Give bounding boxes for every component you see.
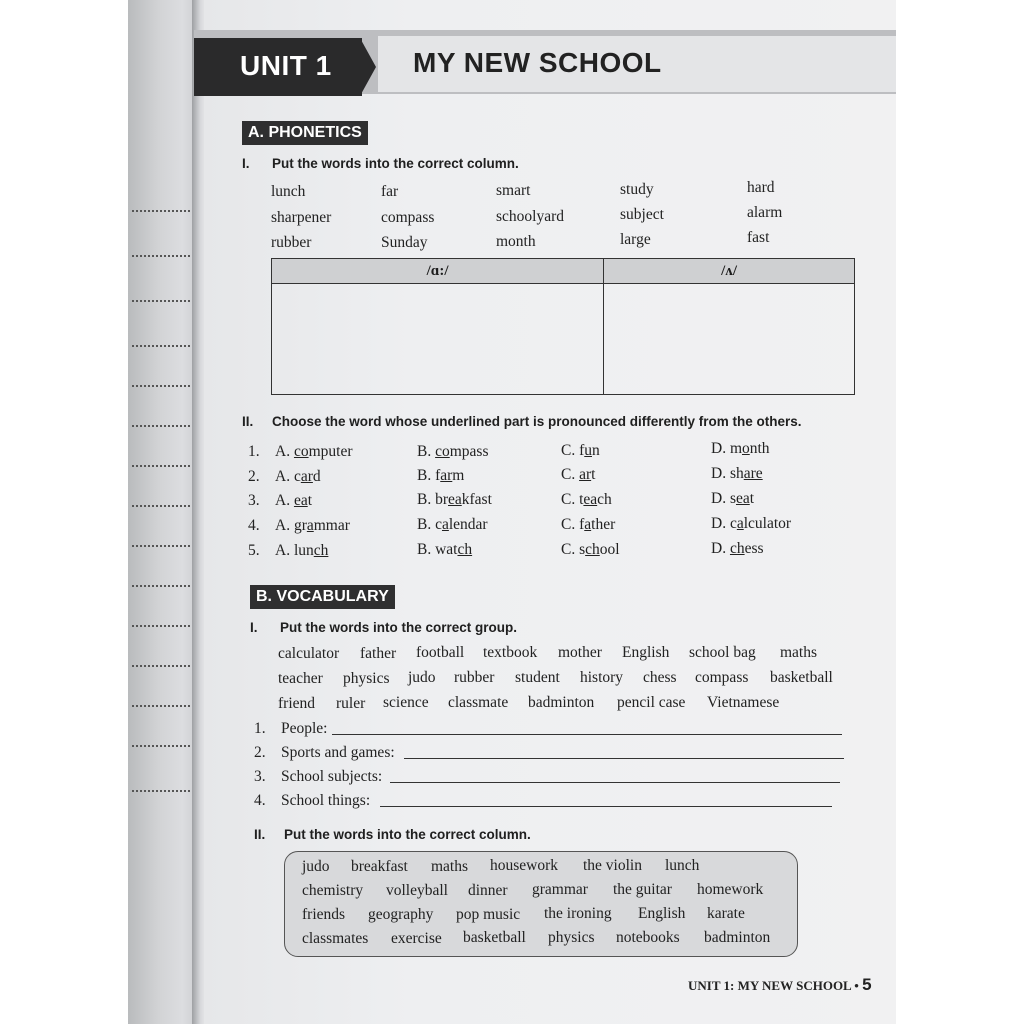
word: volleyball	[386, 882, 448, 899]
item-number: 4.	[248, 517, 260, 534]
word: English	[638, 905, 686, 922]
word: badminton	[704, 929, 771, 946]
word: football	[416, 644, 465, 661]
instruction-text: Put the words into the correct group.	[280, 620, 518, 635]
table-header-aa: /ɑ:/	[272, 259, 604, 284]
table-cell-aa[interactable]	[272, 284, 604, 395]
word: maths	[431, 858, 469, 875]
exercise-number: I.	[250, 620, 258, 635]
exercise-number: II.	[242, 414, 254, 429]
item-number: 5.	[248, 542, 260, 559]
background	[896, 0, 1024, 1024]
phonetics-table	[271, 258, 855, 395]
dotted-line	[132, 425, 190, 427]
exercise-instruction	[254, 827, 531, 842]
word: English	[622, 644, 670, 661]
option-a[interactable]: A. lunch	[275, 542, 329, 559]
table-header-uh: /ʌ/	[604, 259, 855, 284]
group-label-things: School things:	[281, 792, 371, 809]
word: physics	[548, 929, 595, 946]
option-a[interactable]: A. card	[275, 468, 321, 485]
exercise-number: II.	[254, 827, 266, 842]
option-d[interactable]: D. chess	[711, 540, 764, 557]
word: fast	[747, 229, 770, 246]
word: dinner	[468, 882, 508, 899]
option-b[interactable]: B. compass	[417, 443, 489, 460]
answer-line-things[interactable]	[380, 806, 832, 807]
exercise-instruction	[242, 414, 802, 429]
word: geography	[368, 906, 434, 923]
dotted-line	[132, 665, 190, 667]
word: karate	[707, 905, 745, 922]
word: large	[620, 231, 651, 248]
option-d[interactable]: D. seat	[711, 490, 755, 507]
word: badminton	[528, 694, 595, 711]
word: science	[383, 694, 429, 711]
item-number: 2.	[254, 744, 266, 761]
word: housework	[490, 857, 559, 874]
word: sharpener	[271, 209, 332, 226]
option-b[interactable]: B. breakfast	[417, 491, 492, 508]
word: mother	[558, 644, 602, 661]
left-page-edge	[128, 0, 196, 1024]
exercise-instruction	[242, 156, 519, 171]
word: alarm	[747, 204, 783, 221]
word: lunch	[271, 183, 306, 200]
word: textbook	[483, 644, 538, 661]
word: Sunday	[381, 234, 428, 251]
unit-label: UNIT 1	[240, 50, 332, 81]
section-tag-vocabulary: B. VOCABULARY	[250, 585, 395, 609]
dotted-line	[132, 465, 190, 467]
dotted-line	[132, 505, 190, 507]
item-number: 2.	[248, 468, 260, 485]
option-a[interactable]: A. grammar	[275, 517, 350, 534]
word: breakfast	[351, 858, 408, 875]
dotted-line	[132, 545, 190, 547]
word: father	[360, 645, 397, 662]
option-c[interactable]: C. school	[561, 541, 620, 558]
word: pencil case	[617, 694, 686, 711]
dotted-line	[132, 385, 190, 387]
item-number: 3.	[254, 768, 266, 785]
answer-line-subjects[interactable]	[390, 782, 840, 783]
word: rubber	[454, 669, 495, 686]
unit-title: MY NEW SCHOOL	[413, 47, 662, 78]
answer-line-sports[interactable]	[404, 758, 844, 759]
word: pop music	[456, 906, 521, 923]
item-number: 1.	[248, 443, 260, 460]
dotted-line	[132, 705, 190, 707]
exercise-number: I.	[242, 156, 250, 171]
word: hard	[747, 179, 775, 196]
word: basketball	[770, 669, 833, 686]
item-number: 3.	[248, 492, 260, 509]
option-c[interactable]: C. fun	[561, 442, 600, 459]
word: the ironing	[544, 905, 612, 922]
word: friends	[302, 906, 346, 923]
word: grammar	[532, 881, 588, 898]
word: the violin	[583, 857, 642, 874]
word: month	[496, 233, 536, 250]
word: compass	[381, 209, 435, 226]
dotted-line	[132, 625, 190, 627]
word: study	[620, 181, 654, 198]
dotted-line	[132, 255, 190, 257]
word: friend	[278, 695, 316, 712]
dotted-line	[132, 300, 190, 302]
word: teacher	[278, 670, 323, 687]
word: school bag	[689, 644, 756, 661]
word: chess	[643, 669, 677, 686]
dotted-line	[132, 585, 190, 587]
word: calculator	[278, 645, 340, 662]
option-d[interactable]: D. calculator	[711, 515, 792, 532]
option-d[interactable]: D. month	[711, 440, 770, 457]
word: exercise	[391, 930, 442, 947]
word: judo	[302, 858, 330, 875]
option-b[interactable]: B. farm	[417, 467, 465, 484]
instruction-text: Put the words into the correct column.	[284, 827, 531, 842]
dotted-line	[132, 210, 190, 212]
word: notebooks	[616, 929, 680, 946]
word: the guitar	[613, 881, 672, 898]
group-label-subjects: School subjects:	[281, 768, 383, 785]
word: rubber	[271, 234, 312, 251]
word: lunch	[665, 857, 700, 874]
option-b[interactable]: B. watch	[417, 541, 473, 558]
option-c[interactable]: C. father	[561, 516, 616, 533]
option-d[interactable]: D. share	[711, 465, 763, 482]
word: classmate	[448, 694, 509, 711]
page-footer	[688, 975, 872, 995]
word: judo	[408, 669, 436, 686]
word: ruler	[336, 695, 366, 712]
exercise-instruction	[250, 620, 517, 635]
word: student	[515, 669, 560, 686]
table-cell-uh[interactable]	[604, 284, 855, 395]
word: classmates	[302, 930, 369, 947]
option-b[interactable]: B. calendar	[417, 516, 488, 533]
word: history	[580, 669, 624, 686]
word: homework	[697, 881, 764, 898]
word: schoolyard	[496, 208, 565, 225]
word: Vietnamese	[707, 694, 780, 711]
answer-line-people[interactable]	[332, 734, 842, 735]
section-tag-phonetics: A. PHONETICS	[242, 121, 368, 145]
option-a[interactable]: A. computer	[275, 443, 353, 460]
word: maths	[780, 644, 818, 661]
footer-unit-title: UNIT 1: MY NEW SCHOOL •	[688, 978, 859, 993]
word: compass	[695, 669, 749, 686]
instruction-text: Put the words into the correct column.	[272, 156, 519, 171]
dotted-line	[132, 790, 190, 792]
option-c[interactable]: C. teach	[561, 491, 612, 508]
word: subject	[620, 206, 664, 223]
instruction-text: Choose the word whose underlined part is pronounced differently from the others.	[272, 414, 802, 429]
group-label-people: People:	[281, 720, 328, 737]
dotted-line	[132, 745, 190, 747]
item-number: 4.	[254, 792, 266, 809]
word: smart	[496, 182, 531, 199]
word: physics	[343, 670, 390, 687]
option-c[interactable]: C. art	[561, 466, 596, 483]
group-label-sports: Sports and games:	[281, 744, 395, 761]
item-number: 1.	[254, 720, 266, 737]
word: basketball	[463, 929, 526, 946]
word: chemistry	[302, 882, 364, 899]
word: far	[381, 183, 399, 200]
option-a[interactable]: A. eat	[275, 492, 313, 509]
dotted-line	[132, 345, 190, 347]
page-number: 5	[862, 975, 872, 994]
arrow-shape	[360, 38, 376, 96]
